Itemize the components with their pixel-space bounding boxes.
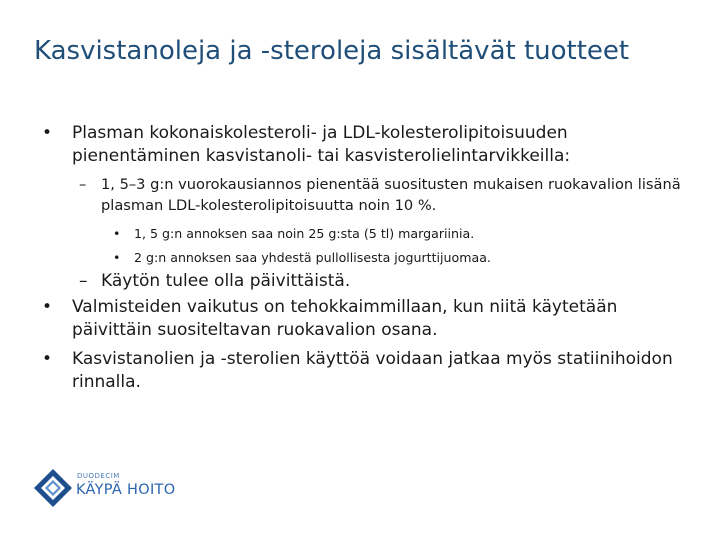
- dash-marker: –: [79, 271, 88, 291]
- bullet-marker: •: [42, 297, 53, 317]
- sub-bullet-text: Käytön tulee olla päivittäistä.: [101, 271, 351, 291]
- bullet-item: [0, 348, 720, 394]
- sub-bullet-item: [0, 270, 720, 293]
- logo-small-text: DUODECIM: [77, 472, 120, 480]
- kaypa-hoito-diamond-icon: [33, 465, 73, 511]
- bullet-marker: •: [42, 349, 53, 369]
- bullet-marker: •: [113, 250, 121, 265]
- bullet-marker: •: [113, 226, 121, 241]
- bullet-text: Plasman kokonaiskolesteroli- ja LDL-kolesterolipitoisuuden pienentäminen kasvistanoli- tai kasvisterolielintarvikkeilla:: [72, 123, 571, 166]
- bullet-text: Valmisteiden vaikutus on tehokkaimmillaan, kun niitä käytetään päivittäin suositeltavan ruokavalion osana.: [72, 297, 618, 340]
- bullet-text: Kasvistanolien ja -sterolien käyttöä voidaan jatkaa myös statiinihoidon rinnalla.: [72, 349, 673, 392]
- sub-bullet-text: 1, 5–3 g:n vuorokausiannos pienentää suositusten mukaisen ruokavalion lisänä plasman LDL-kolesterolipitoisuutta noin 10 %.: [101, 176, 681, 214]
- kaypa-hoito-logo: [33, 465, 183, 511]
- dash-marker: –: [79, 176, 87, 193]
- slide-title: Kasvistanoleja ja -steroleja sisältävät tuotteet: [34, 36, 630, 66]
- sub-sub-bullet-item: [0, 224, 720, 243]
- sub-sub-bullet-text: 2 g:n annoksen saa yhdestä pullollisesta jogurttijuomaa.: [134, 250, 491, 265]
- bullet-item: [0, 122, 720, 168]
- sub-sub-bullet-text: 1, 5 g:n annoksen saa noin 25 g:sta (5 tl) margariinia.: [134, 226, 475, 241]
- slide-content: [0, 122, 720, 394]
- bullet-item: [0, 296, 720, 342]
- bullet-marker: •: [42, 123, 53, 143]
- logo-big-text: KÄYPÄ HOITO: [76, 482, 176, 498]
- sub-sub-bullet-item: [0, 248, 720, 267]
- sub-bullet-item: [0, 174, 720, 216]
